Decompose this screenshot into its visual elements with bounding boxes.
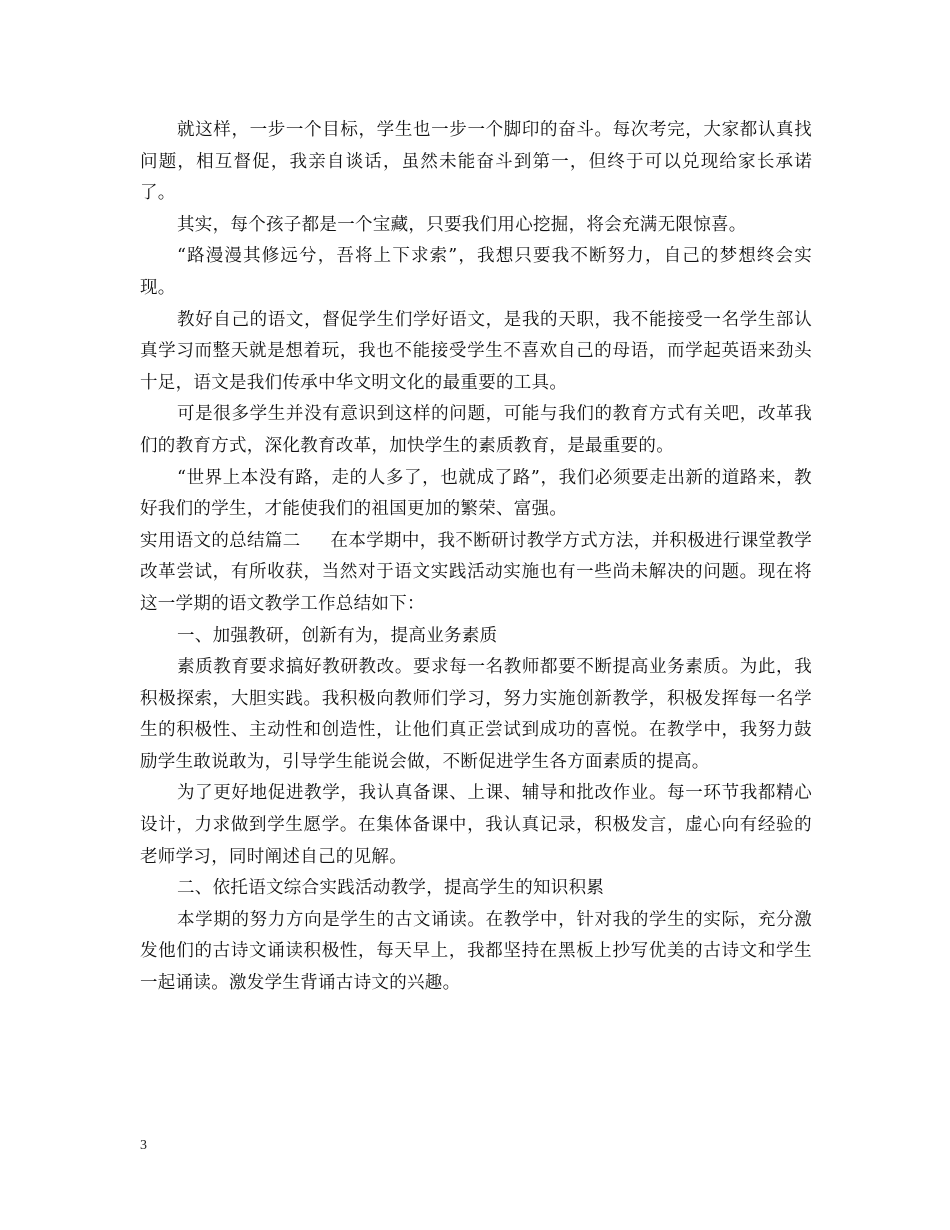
section-heading-2: 二、依托语文综合实践活动教学，提高学生的知识积累 — [177, 878, 605, 899]
paragraph: 为了更好地促进教学，我认真备课、上课、辅导和批改作业。每一环节我都精心设计，力求做到学生愿学。在集体备课中，我认真记录，积极发言，虚心向有经验的老师学习，同时阐述自己的见解。 — [140, 783, 812, 867]
document-body — [140, 115, 812, 1000]
paragraph: “路漫漫其修远兮，吾将上下求索”，我想只要我不断努力，自己的梦想终会实现。 — [140, 246, 812, 298]
paragraph: 就这样，一步一个目标，学生也一步一个脚印的奋斗。每次考完，大家都认真找问题，相互督促，我亲自谈话，虽然未能奋斗到第一，但终于可以兑现给家长承诺了。 — [140, 120, 812, 204]
section-intro-paragraph — [140, 526, 812, 621]
paragraph: 素质教育要求搞好教研教改。要求每一名教师都要不断提高业务素质。为此，我积极探索，大胆实践。我积极向教师们学习，努力实施创新教学，积极发挥每一名学生的积极性、主动性和创造性，让他们真正尝试到成功的喜悦。在教学中，我努力鼓励学生敢说敢为，引导学生能说会做，不断促进学生各方面素质的提高。 — [140, 657, 812, 772]
paragraph: 本学期的努力方向是学生的古文诵读。在教学中，针对我的学生的实际，充分激发他们的古诗文诵读积极性，每天早上，我都坚持在黑板上抄写优美的古诗文和学生一起诵读。激发学生背诵古诗文的兴趣。 — [140, 909, 812, 994]
section-title: 实用语文的总结篇二 — [140, 530, 301, 551]
paragraph: 教好自己的语文，督促学生们学好语文，是我的天职，我不能接受一名学生部认真学习而整天就是想着玩，我也不能接受学生不喜欢自己的母语，而学起英语来劲头十足，语文是我们传承中华文明文化的最重要的工具。 — [140, 309, 812, 393]
paragraph: “世界上本没有路，走的人多了，也就成了路”，我们必须要走出新的道路来，教好我们的学生，才能使我们的祖国更加的繁荣、富强。 — [140, 467, 812, 520]
page-number: 3 — [140, 1138, 147, 1153]
section-intro: 在本学期中，我不断研讨教学方式方法，并积极进行课堂教学改革尝试，有所收获，当然对于语文实践活动实施也有一些尚未解决的问题。现在将这一学期的语文教学工作总结如下： — [140, 530, 812, 614]
paragraph: 可是很多学生并没有意识到这样的问题，可能与我们的教育方式有关吧，改革我们的教育方式，深化教育改革，加快学生的素质教育，是最重要的。 — [140, 404, 812, 456]
section-heading-1: 一、加强教研，创新有为，提高业务素质 — [177, 625, 498, 646]
paragraph: 其实，每个孩子都是一个宝藏，只要我们用心挖掘，将会充满无限惊喜。 — [177, 214, 747, 235]
